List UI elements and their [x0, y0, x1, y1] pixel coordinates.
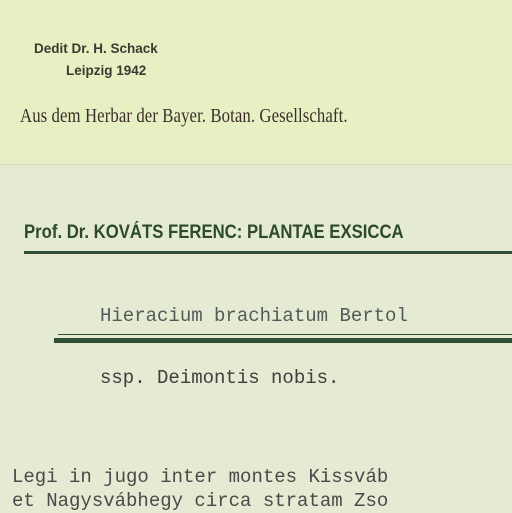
header-rule: [24, 251, 512, 254]
species-rule-thin: [58, 334, 512, 335]
herbarium-slip: [0, 0, 512, 160]
locality-line-1: Legi in jugo inter montes Kissváb: [12, 466, 389, 488]
herbarium-stamp: Aus dem Herbar der Bayer. Botan. Gesellschaft.: [20, 106, 348, 127]
subspecies-name: ssp. Deimontis nobis.: [100, 367, 340, 389]
donor-stamp-line: Dedit Dr. H. Schack: [34, 41, 158, 56]
locality-line-2: et Nagysvábhegy circa stratam Zso: [12, 490, 389, 512]
label-header: Prof. Dr. KOVÁTS FERENC: PLANTAE EXSICCA: [24, 222, 404, 243]
species-name: Hieracium brachiatum Bertol: [100, 305, 408, 327]
species-rule-thick: [54, 338, 512, 343]
donor-stamp-place-date: Leipzig 1942: [66, 63, 147, 78]
